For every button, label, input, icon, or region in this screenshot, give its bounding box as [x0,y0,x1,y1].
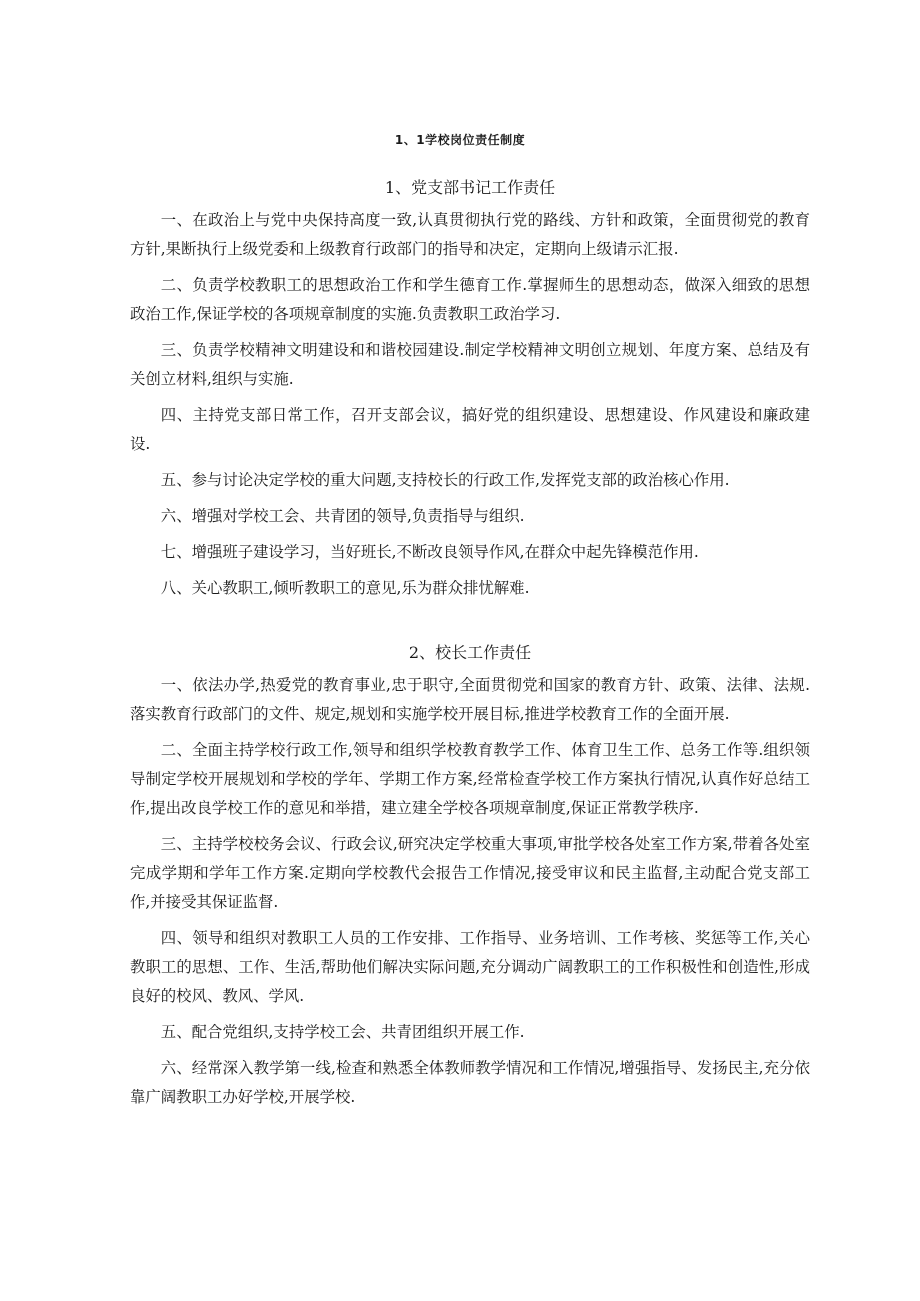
paragraph: 二、负责学校教职工的思想政治工作和学生德育工作.掌握师生的思想动态，做深入细致的思想政治工作,保证学校的各项规章制度的实施.负责教职工政治学习. [130,276,810,323]
paragraph: 五、参与讨论决定学校的重大问题,支持校长的行政工作,发挥党支部的政治核心作用. [160,471,730,489]
paragraph: 三、负责学校精神文明建设和和谐校园建设.制定学校精神文明创立规划、年度方案、总结及有关创立材料,组织与实施. [130,341,810,388]
section-heading: 1、党支部书记工作责任 [384,178,556,197]
paragraph: 三、主持学校校务会议、行政会议,研究决定学校重大事项,审批学校各处室工作方案,带着各处室完成学期和学年工作方案.定期向学校教代会报告工作情况,接受审议和民主监督,主动配合党支部工作,并接受其保证监督. [130,835,810,911]
paragraph: 八、关心教职工,倾听教职工的意见,乐为群众排忧解难. [160,579,530,597]
paragraph: 六、经常深入教学第一线,检查和熟悉全体教师教学情况和工作情况,增强指导、发扬民主,充分依靠广阔教职工办好学校,开展学校. [130,1059,810,1106]
paragraph: 六、增强对学校工会、共青团的领导,负责指导与组织. [160,507,525,525]
paragraph: 五、配合党组织,支持学校工会、共青团组织开展工作. [160,1023,525,1041]
paragraph: 二、全面主持学校行政工作,领导和组织学校教育教学工作、体育卫生工作、总务工作等.组织领导制定学校开展规划和学校的学年、学期工作方案,经常检查学校工作方案执行情况,认真作好总结工作,提出改良学校工作的意见和举措，建立建全学校各项规章制度,保证正常教学秩序. [130,741,810,817]
paragraph: 七、增强班子建设学习，当好班长,不断改良领导作风,在群众中起先锋模范作用. [160,543,699,561]
paragraph: 四、领导和组织对教职工人员的工作安排、工作指导、业务培训、工作考核、奖惩等工作,关心教职工的思想、工作、生活,帮助他们解决实际问题,充分调动广阔教职工的工作积极性和创造性,形成良好的校风、教风、学风. [130,929,810,1005]
section-principal [130,639,810,1119]
section-heading: 2、校长工作责任 [408,643,532,662]
paragraph: 一、依法办学,热爱党的教育事业,忠于职守,全面贯彻党和国家的教育方针、政策、法律、法规.落实教育行政部门的文件、规定,规划和实施学校开展目标,推进学校教育工作的全面开展. [130,676,810,723]
section-party-secretary [130,174,810,610]
document-title: 1、1学校岗位责任制度 [394,133,526,147]
paragraph: 四、主持党支部日常工作，召开支部会议，搞好党的组织建设、思想建设、作风建设和廉政建设. [130,406,810,453]
paragraph: 一、在政治上与党中央保持高度一致,认真贯彻执行党的路线、方针和政策，全面贯彻党的教育方针,果断执行上级党委和上级教育行政部门的指导和决定，定期向上级请示汇报. [130,211,810,258]
